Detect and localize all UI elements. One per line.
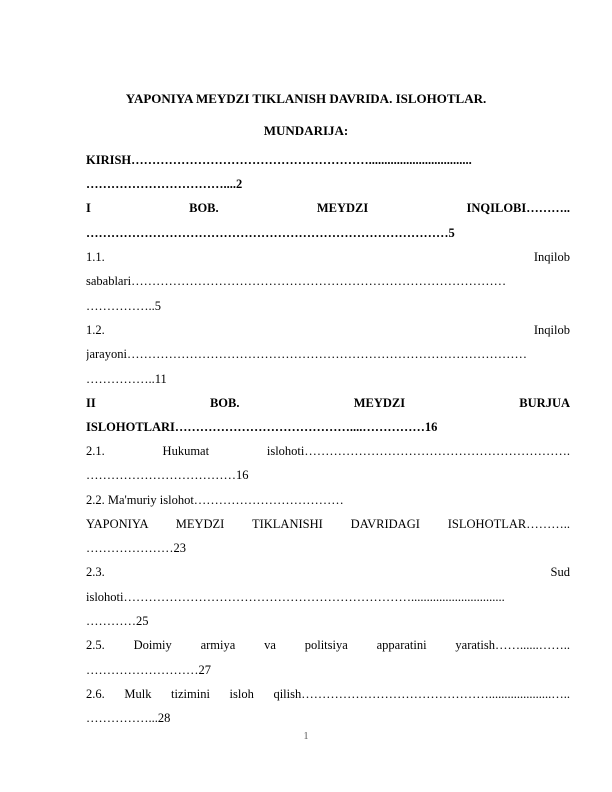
toc-line: ……………………………………………………………………………5 bbox=[86, 226, 455, 240]
contents-heading: MUNDARIJA: bbox=[263, 123, 349, 138]
toc-line: ……………...28 bbox=[86, 711, 171, 725]
toc-line: jarayoni…………………………………………………………………………………… bbox=[86, 347, 527, 361]
toc-line: ……………………………....2 bbox=[86, 177, 243, 191]
toc-line: ISLOHOTLARI……………………………………....……………16 bbox=[86, 420, 438, 434]
document-title: YAPONIYA MEYDZI TIKLANISH DAVRIDA. ISLOHOTLAR. bbox=[125, 91, 487, 106]
toc-line: 2.2. Ma'muriy islohot……………………………… bbox=[86, 493, 344, 507]
toc-line: ……………..11 bbox=[86, 372, 167, 386]
toc-line: 2.3. Sud bbox=[86, 565, 570, 579]
toc-line: ………………………………16 bbox=[86, 468, 249, 482]
toc-line: II BOB. MEYDZI BURJUA bbox=[86, 396, 570, 410]
toc-line: ………………………27 bbox=[86, 663, 211, 677]
toc-line: 1.1. Inqilob bbox=[86, 250, 570, 264]
toc-line: YAPONIYA MEYDZI TIKLANISHI DAVRIDAGI ISLOHOTLAR……….. bbox=[86, 517, 570, 531]
toc-line: sabablari……………………………………………………………………………… bbox=[86, 274, 507, 288]
toc-line: I BOB. MEYDZI INQILOBI……….. bbox=[86, 201, 570, 215]
toc-line: …………………23 bbox=[86, 541, 186, 555]
page-number: 1 bbox=[303, 731, 309, 742]
toc-line: islohoti…………………………………………………………….............................. bbox=[86, 590, 505, 604]
toc-line: …………25 bbox=[86, 614, 149, 628]
toc-line: 2.5. Doimiy armiya va politsiya apparatini yaratish……......…….. bbox=[86, 638, 570, 652]
toc-line: 1.2. Inqilob bbox=[86, 323, 570, 337]
toc-line: ……………..5 bbox=[86, 299, 161, 313]
toc-line: KIRISH…………………………………………………................................. bbox=[86, 153, 472, 167]
toc-line: 2.1. Hukumat islohoti………………………………………………………. bbox=[86, 444, 570, 458]
toc-line: 2.6. Mulk tizimini isloh qilish………………………………………....................….. bbox=[86, 687, 570, 701]
